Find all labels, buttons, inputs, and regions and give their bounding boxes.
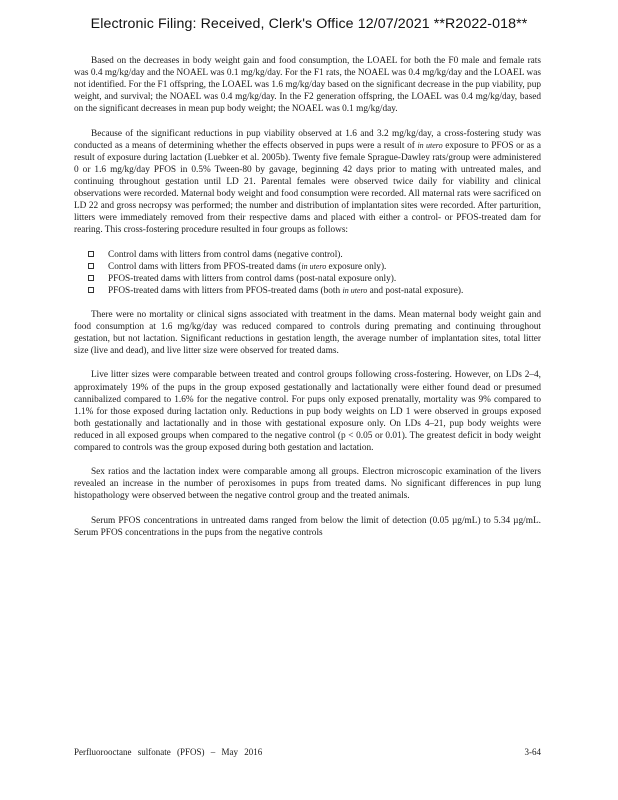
group-text-italic: in utero [342, 285, 368, 295]
list-item [74, 273, 541, 285]
group-text-pre: PFOS-treated dams with litters from PFOS-treated dams (both [108, 285, 343, 296]
in-utero-italic: in utero [417, 140, 443, 150]
paragraph-litter-sizes: Live litter sizes were comparable between treated and control groups following cross-fostering. However, on LDs 2–4, approximately 19% of the pups in the group exposed gestationally and lactationally were either found dead or presumed cannibalized compared to 1.6% for the negative control. For pups only exposed prenatally, mortality was 9% compared to 1.1% for those exposed during lactation only. Reductions in pup body weights on LD 1 were observed in groups exposed both gestationally and lactationally and in those with gestational exposure only. On LDs 4–21, pup body weights were reduced in all exposed groups when compared to the negative control (p < 0.05 or 0.01). The greatest deficit in body weight compared to controls was the group exposed during both gestation and lactation. [74, 370, 541, 453]
paragraph-cross-fostering [74, 128, 541, 237]
paragraph-cross-fostering-part2: exposure to PFOS or as a result of exposure during lactation (Luebker et al. 2005b). Twenty five female Sprague-Dawley rats/group were administered 0 or 1.6 mg/kg/day PFOS in 0.5% Tween-80 by gavage, beginning 42 days prior to mating with untreated males, and continuing throughout gestation until LD 21. Parental females were observed twice daily for viability and clinical observations were recorded. Maternal body weight and food consumption were recorded. All maternal rats were sacrificed on LD 22 and gross necropsy was performed; the number and distribution of implantation sites were recorded. After parturition, litters were immediately removed from their respective dams and placed with either a control- or PFOS-treated dam for rearing. This cross-fostering procedure resulted in four groups as follows: [74, 140, 542, 236]
page-footer [74, 747, 541, 761]
checkbox-bullet-icon [88, 275, 94, 281]
list-item [74, 261, 541, 273]
paragraph-serum-pfos: Serum PFOS concentrations in untreated dams ranged from below the limit of detection (0.05 µg/mL) to 5.34 µg/mL. Serum PFOS concentrations in the pups from the negative controls [74, 515, 541, 538]
groups-list [74, 249, 541, 297]
footer-document-title: Perfluorooctane sulfonate (PFOS) – May 2016 [74, 747, 263, 757]
page-number: 3-64 [524, 747, 541, 757]
list-item [74, 249, 541, 261]
checkbox-bullet-icon [88, 251, 94, 257]
filing-header: Electronic Filing: Received, Clerk's Office 12/07/2021 **R2022-018** [90, 16, 528, 32]
paragraph-sex-ratios: Sex ratios and the lactation index were comparable among all groups. Electron microscopic examination of the livers revealed an increase in the number of peroxisomes in pups from treated dams. No significant differences in pup lung histopathology were observed between the negative control group and the treated animals. [74, 467, 541, 502]
group-text-pre: Control dams with litters from PFOS-treated dams ( [108, 261, 302, 272]
paragraph-loael-summary: Based on the decreases in body weight gain and food consumption, the LOAEL for both the F0 male and female rats was 0.4 mg/kg/day and the NOAEL was 0.1 mg/kg/day. For the F1 rats, the NOAEL was 0.4 mg/kg/day and the LOAEL was not identified. For the F1 offspring, the LOAEL was 1.6 mg/kg/day based on the significant decrease in the pup viability, pup weight, and survival; the NOAEL was 0.4 mg/kg/day. In the F2 generation offspring, the LOAEL was 0.4 mg/kg/day, based on the significant decreases in mean pup body weight; the NOAEL was 0.1 mg/kg/day. [74, 56, 541, 115]
document-body [74, 55, 541, 551]
paragraph-maternal-effects: There were no mortality or clinical signs associated with treatment in the dams. Mean maternal body weight gain and food consumption at 1.6 mg/kg/day was reduced compared to controls during premating and continuing throughout gestation, but not lactation. Significant reductions in gestation length, the average number of implantation sites, total litter size (live and dead), and live litter size were observed for treated dams. [74, 309, 541, 357]
group-text: Control dams with litters from control dams (negative control). [108, 249, 343, 260]
group-text-italic: in utero [301, 261, 327, 271]
checkbox-bullet-icon [88, 287, 94, 293]
group-text: PFOS-treated dams with litters from control dams (post-natal exposure only). [108, 273, 397, 284]
paragraph-cross-fostering-part1: Because of the significant reductions in pup viability observed at 1.6 and 3.2 mg/kg/day, a cross-fostering study was conducted as a means of determining whether the effects observed in pups were a result of [74, 128, 541, 151]
checkbox-bullet-icon [88, 263, 94, 269]
group-text-post: exposure only). [326, 261, 387, 272]
list-item [74, 285, 541, 297]
group-text-post: and post-natal exposure). [367, 285, 464, 296]
